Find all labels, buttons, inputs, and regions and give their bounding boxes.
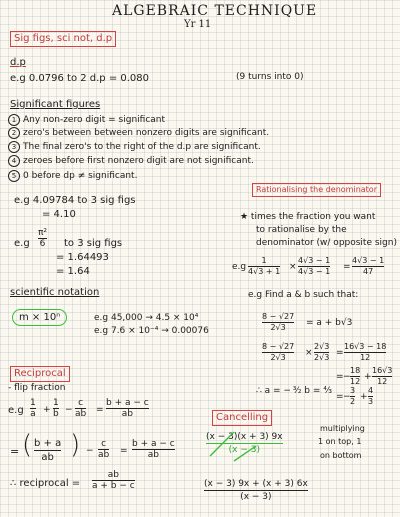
sigfig-heading: Significant figures xyxy=(10,99,101,110)
rule-number: 2 xyxy=(8,127,20,139)
sigfig-example-2b: to 3 sig figs xyxy=(64,238,123,249)
rationalise-step-3-minus: − xyxy=(343,372,351,382)
reciprocal-rhs-1: $\frac{b + a - c}{ab}$ xyxy=(106,398,149,419)
reciprocal-big-frac: $\frac{b + a}{ab}$ xyxy=(34,438,62,463)
rationalise-step-2-rhs: $\frac{16√3 - 18}{12}$ xyxy=(344,342,387,362)
rule-number: 5 xyxy=(8,170,20,182)
rationalise-line-1: ★ times the fraction you want xyxy=(240,212,376,222)
rationalise-step-3-plus: + xyxy=(364,372,372,382)
sigfig-example-2a: e.g xyxy=(14,238,30,249)
rule-number: 4 xyxy=(8,155,20,167)
rationalise-step-3-b: $\frac{16√3}{12}$ xyxy=(372,366,393,386)
reciprocal-minus-2: − xyxy=(86,446,94,456)
rationalise-step-2-frac-b: $\frac{2√3}{2√3}$ xyxy=(314,342,330,362)
sigfig-example-2c: = 1.64493 xyxy=(56,252,109,263)
rationalise-equals: = xyxy=(343,262,351,272)
sigfig-example-1a: e.g 4.09784 to 3 sig figs xyxy=(14,195,136,206)
rationalise-line-3: denominator (w/ opposite sign) xyxy=(256,238,397,248)
reciprocal-term-1a: $\frac{1}{a}$ xyxy=(30,398,36,419)
page-subtitle: Yr 11 xyxy=(184,19,212,30)
rationalise-step-3-a: $\frac{18}{12}$ xyxy=(350,366,361,386)
dp-label: d.p xyxy=(10,57,26,68)
sigfig-rule-1: 1 Any non-zero digit = significant xyxy=(8,114,165,126)
sigfig-rule-2: 2 zero's between between nonzero digits are significant. xyxy=(8,127,269,139)
reciprocal-therefore: ∴ reciprocal = xyxy=(10,478,81,489)
sigfig-rule-3: 3 The final zero's to the right of the d.p are significant. xyxy=(8,141,261,153)
rationalise-conclusion: ∴ a = − ³⁄₂ b = ⁴⁄₃ xyxy=(256,386,332,396)
section-box-cancelling: Cancelling xyxy=(212,410,272,426)
rationalise-fraction-3: $\frac{4√3 - 1}{47}$ xyxy=(352,256,385,276)
reciprocal-term-2c: $\frac{c}{ab}$ xyxy=(98,439,110,460)
rationalise-step-2-frac: $\frac{8 - √27}{2√3}$ xyxy=(262,342,295,362)
section-box-sigfigs: Sig figs, sci not, d.p xyxy=(10,31,116,47)
reciprocal-final: $\frac{ab}{a + b - c}$ xyxy=(92,470,135,491)
sigfig-example-2d: = 1.64 xyxy=(56,266,90,277)
sigfig-rule-5: 5 0 before dp ≠ significant. xyxy=(8,170,137,182)
pi-fraction: $\frac{\text{π²}}{6}$ xyxy=(38,228,48,249)
reciprocal-plus-1: + xyxy=(43,405,51,415)
cancel-note-3: on bottom xyxy=(320,451,362,460)
rationalise-step-4-a: $\frac{3}{2}$ xyxy=(350,386,356,406)
rationalise-fraction-2: $\frac{4√3 - 1}{4√3 - 1}$ xyxy=(298,256,331,276)
section-box-reciprocal: Reciprocal xyxy=(10,366,70,382)
rationalise-fraction-1: $\frac{1}{4√3 + 1}$ xyxy=(248,256,281,276)
rationalise-step-2-times: × xyxy=(305,348,313,358)
rationalise-step-4-b: $\frac{4}{3}$ xyxy=(368,386,374,406)
rationalise-step-1-rhs: = a + b√3 xyxy=(306,318,353,328)
reciprocal-term-1c: $\frac{c}{ab}$ xyxy=(75,398,87,419)
cancel-expr-2: $\frac{(x - 3) 9x + (x + 3) 6x}{(x - 3)}$ xyxy=(204,479,308,502)
paren-open: ( xyxy=(22,430,33,460)
reciprocal-eq-3: = xyxy=(120,446,128,456)
reciprocal-eg: e.g xyxy=(8,405,24,416)
section-box-rationalising: Rationalising the denominator xyxy=(252,183,381,197)
sigfig-example-1b: = 4.10 xyxy=(42,209,76,220)
scientific-example-2: e.g 7.6 × 10⁻⁴ → 0.00076 xyxy=(94,326,209,336)
rationalise-step-4-plus: + xyxy=(360,392,368,402)
reciprocal-flip: - flip fraction xyxy=(8,383,66,393)
dp-note: (9 turns into 0) xyxy=(236,72,304,82)
reciprocal-eq-1: = xyxy=(96,405,104,415)
cancel-note-1: multiplying xyxy=(320,424,365,433)
rationalise-step-4-minus: − xyxy=(343,392,351,402)
sigfig-rule-4: 4 zeroes before first nonzero digit are not significant. xyxy=(8,155,254,167)
rationalise-line-2: to rationalise by the xyxy=(256,225,347,235)
paren-close: ) xyxy=(70,430,81,460)
rationalise-step-2-eq: = xyxy=(336,348,344,358)
dp-example: e.g 0.0796 to 2 d.p = 0.080 xyxy=(10,73,150,84)
scientific-cloud: m × 10ⁿ xyxy=(12,309,67,326)
reciprocal-term-1b: $\frac{1}{b}$ xyxy=(53,398,59,419)
rationalise-eg: e.g xyxy=(232,262,247,272)
reciprocal-eq-2: = xyxy=(10,445,20,458)
rationalise-step-3-eq: = xyxy=(336,372,344,382)
cancel-note-2: 1 on top, 1 xyxy=(318,437,362,446)
rationalise-find: e.g Find a & b such that: xyxy=(248,290,359,300)
rule-number: 1 xyxy=(8,114,20,126)
rationalise-step-4-eq: = xyxy=(336,392,344,402)
scientific-example-1: e.g 45,000 → 4.5 × 10⁴ xyxy=(94,313,199,323)
cancel-expr-1: $\frac{(x - 3)(x + 3) 9x}{(x - 3)}$ xyxy=(206,432,283,455)
cancel-strike-2 xyxy=(232,444,262,464)
rationalise-times: × xyxy=(289,262,297,272)
page-title: ALGEBRAIC TECHNIQUE xyxy=(112,3,318,19)
rule-number: 3 xyxy=(8,141,20,153)
rationalise-step-1-frac: $\frac{8 - √27}{2√3}$ xyxy=(262,312,295,332)
reciprocal-minus-1: − xyxy=(65,405,73,415)
reciprocal-res: $\frac{b + a - c}{ab}$ xyxy=(132,439,175,460)
scientific-heading: scientific notation xyxy=(10,287,100,298)
